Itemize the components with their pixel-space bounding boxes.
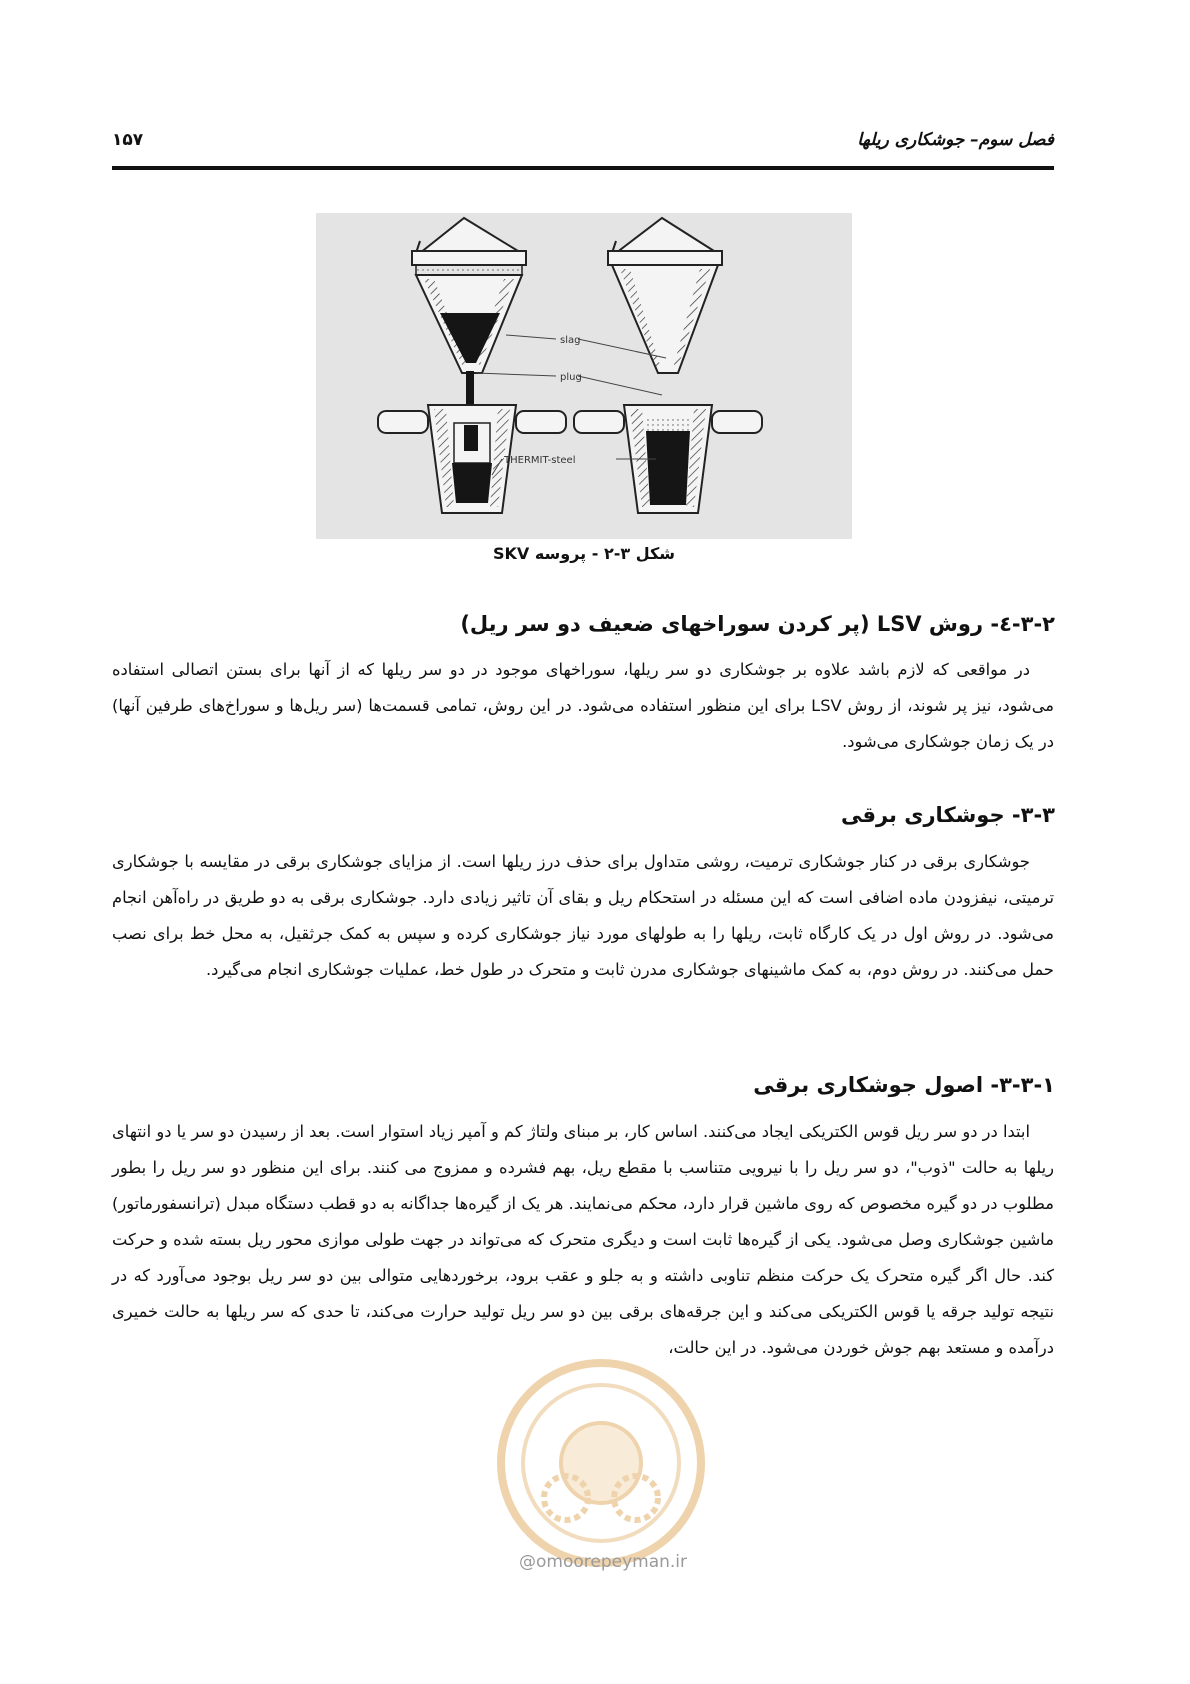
paragraph-welding-principles [112,1114,1054,1366]
watermark-seal-icon [486,1348,716,1578]
section-heading-electric-welding: ۳-۳- جوشکاری برقی [840,803,1055,827]
thermit-steel-label: THERMIT-steel [504,455,576,466]
page-header [112,128,1054,170]
slag-label: slag [560,335,581,346]
plug-label: plug [560,372,582,383]
page-number: ۱۵۷ [112,130,144,150]
chapter-title: فصل سوم– جوشکاری ریلها [857,130,1054,150]
left-crucible [412,218,526,421]
right-crucible [608,218,722,373]
paragraph-welding-principles-text: ابتدا در دو سر ریل قوس الکتریکی ایجاد می‌کنند. اساس کار، بر مبنای ولتاژ کم و آمپر زیاد استوار است. بعد از رسیدن دو سر یا دو انتهای ریلها به حالت "ذوب"، دو سر ریل را با نیرویی متناسب با مقطع ریل، بهم فشرده و ممزوج می کنند. برای این منظور دو سر ریل را بطور مطلوب در دو گیره مخصوص که روی ماشین قرار دارد، محکم می‌نمایند. هر یک از گیره‌ها جداگانه به دو قطب دستگاه مبدل (ترانسفورماتور) ماشین جوشکاری وصل می‌شود. یکی از گیره‌ها ثابت است و دیگری متحرک که می‌تواند در جهت طولی موازی محور ریل بسته شده و حرکت کند. حال اگر گیره متحرک یک حرکت منظم تناوبی داشته و به جلو و عقب برود، برخوردهایی متوالی بین دو سر ریل بوجود می‌آورد که در نتیجه تولید جرقه یا قوس الکتریکی می‌کند و این جرقه‌های برقی بین دو سر ریل تولید حرارت می‌کند، تا حدی که سر ریلها به حالت خمیری درآمده و مستعد بهم جوش خوردن می‌شود. در این حالت، [112,1122,1054,1357]
figure-caption: شکل ۳-۲ - پروسه SKV [492,544,676,563]
skv-process-figure [316,213,852,539]
paragraph-electric-welding-text: جوشکاری برقی در کنار جوشکاری ترمیت، روشی متداول برای حذف درز ریلها است. از مزایای جوشکاری برقی در مقایسه با جوشکاری ترمیتی، نیفزودن ماده اضافی است که این مسئله در استحکام ریل و بقای آن تاثیر زیادی دارد. جوشکاری برقی به دو طریق در راه‌آهن انجام می‌شود. در روش اول در یک کارگاه ثابت، ریلها را به طولهای مورد نیاز جوشکاری کرده و سپس به کمک جرثقیل، به محل خط برای نصب حمل می‌کنند. در روش دوم، به کمک ماشینهای جوشکاری مدرن ثابت و متحرک در طول خط، عملیات جوشکاری انجام می‌گیرد. [112,852,1054,979]
paragraph-electric-welding [112,844,1054,988]
skv-diagram [316,213,852,539]
watermark-url: @omoorepeyman.ir [518,1552,688,1572]
right-mould [574,405,762,513]
paragraph-lsv [112,652,1054,760]
section-heading-welding-principles: ۳-۳-۱- اصول جوشکاری برقی [753,1073,1055,1097]
section-heading-lsv: ۳-۲-٤- روش LSV (پر کردن سوراخهای ضعیف دو سر ریل) [460,612,1055,636]
paragraph-lsv-text: در مواقعی که لازم باشد علاوه بر جوشکاری دو سر ریلها، سوراخهای موجود در دو سر ریلها که از آنها برای بستن اتصالی استفاده می‌شود، نیز پر شوند، از روش LSV برای این منظور استفاده می‌شود. در این روش، تمامی قسمت‌ها (سر ریل‌ها و سوراخ‌های طرفین آنها) در یک زمان جوشکاری می‌شود. [112,660,1054,751]
